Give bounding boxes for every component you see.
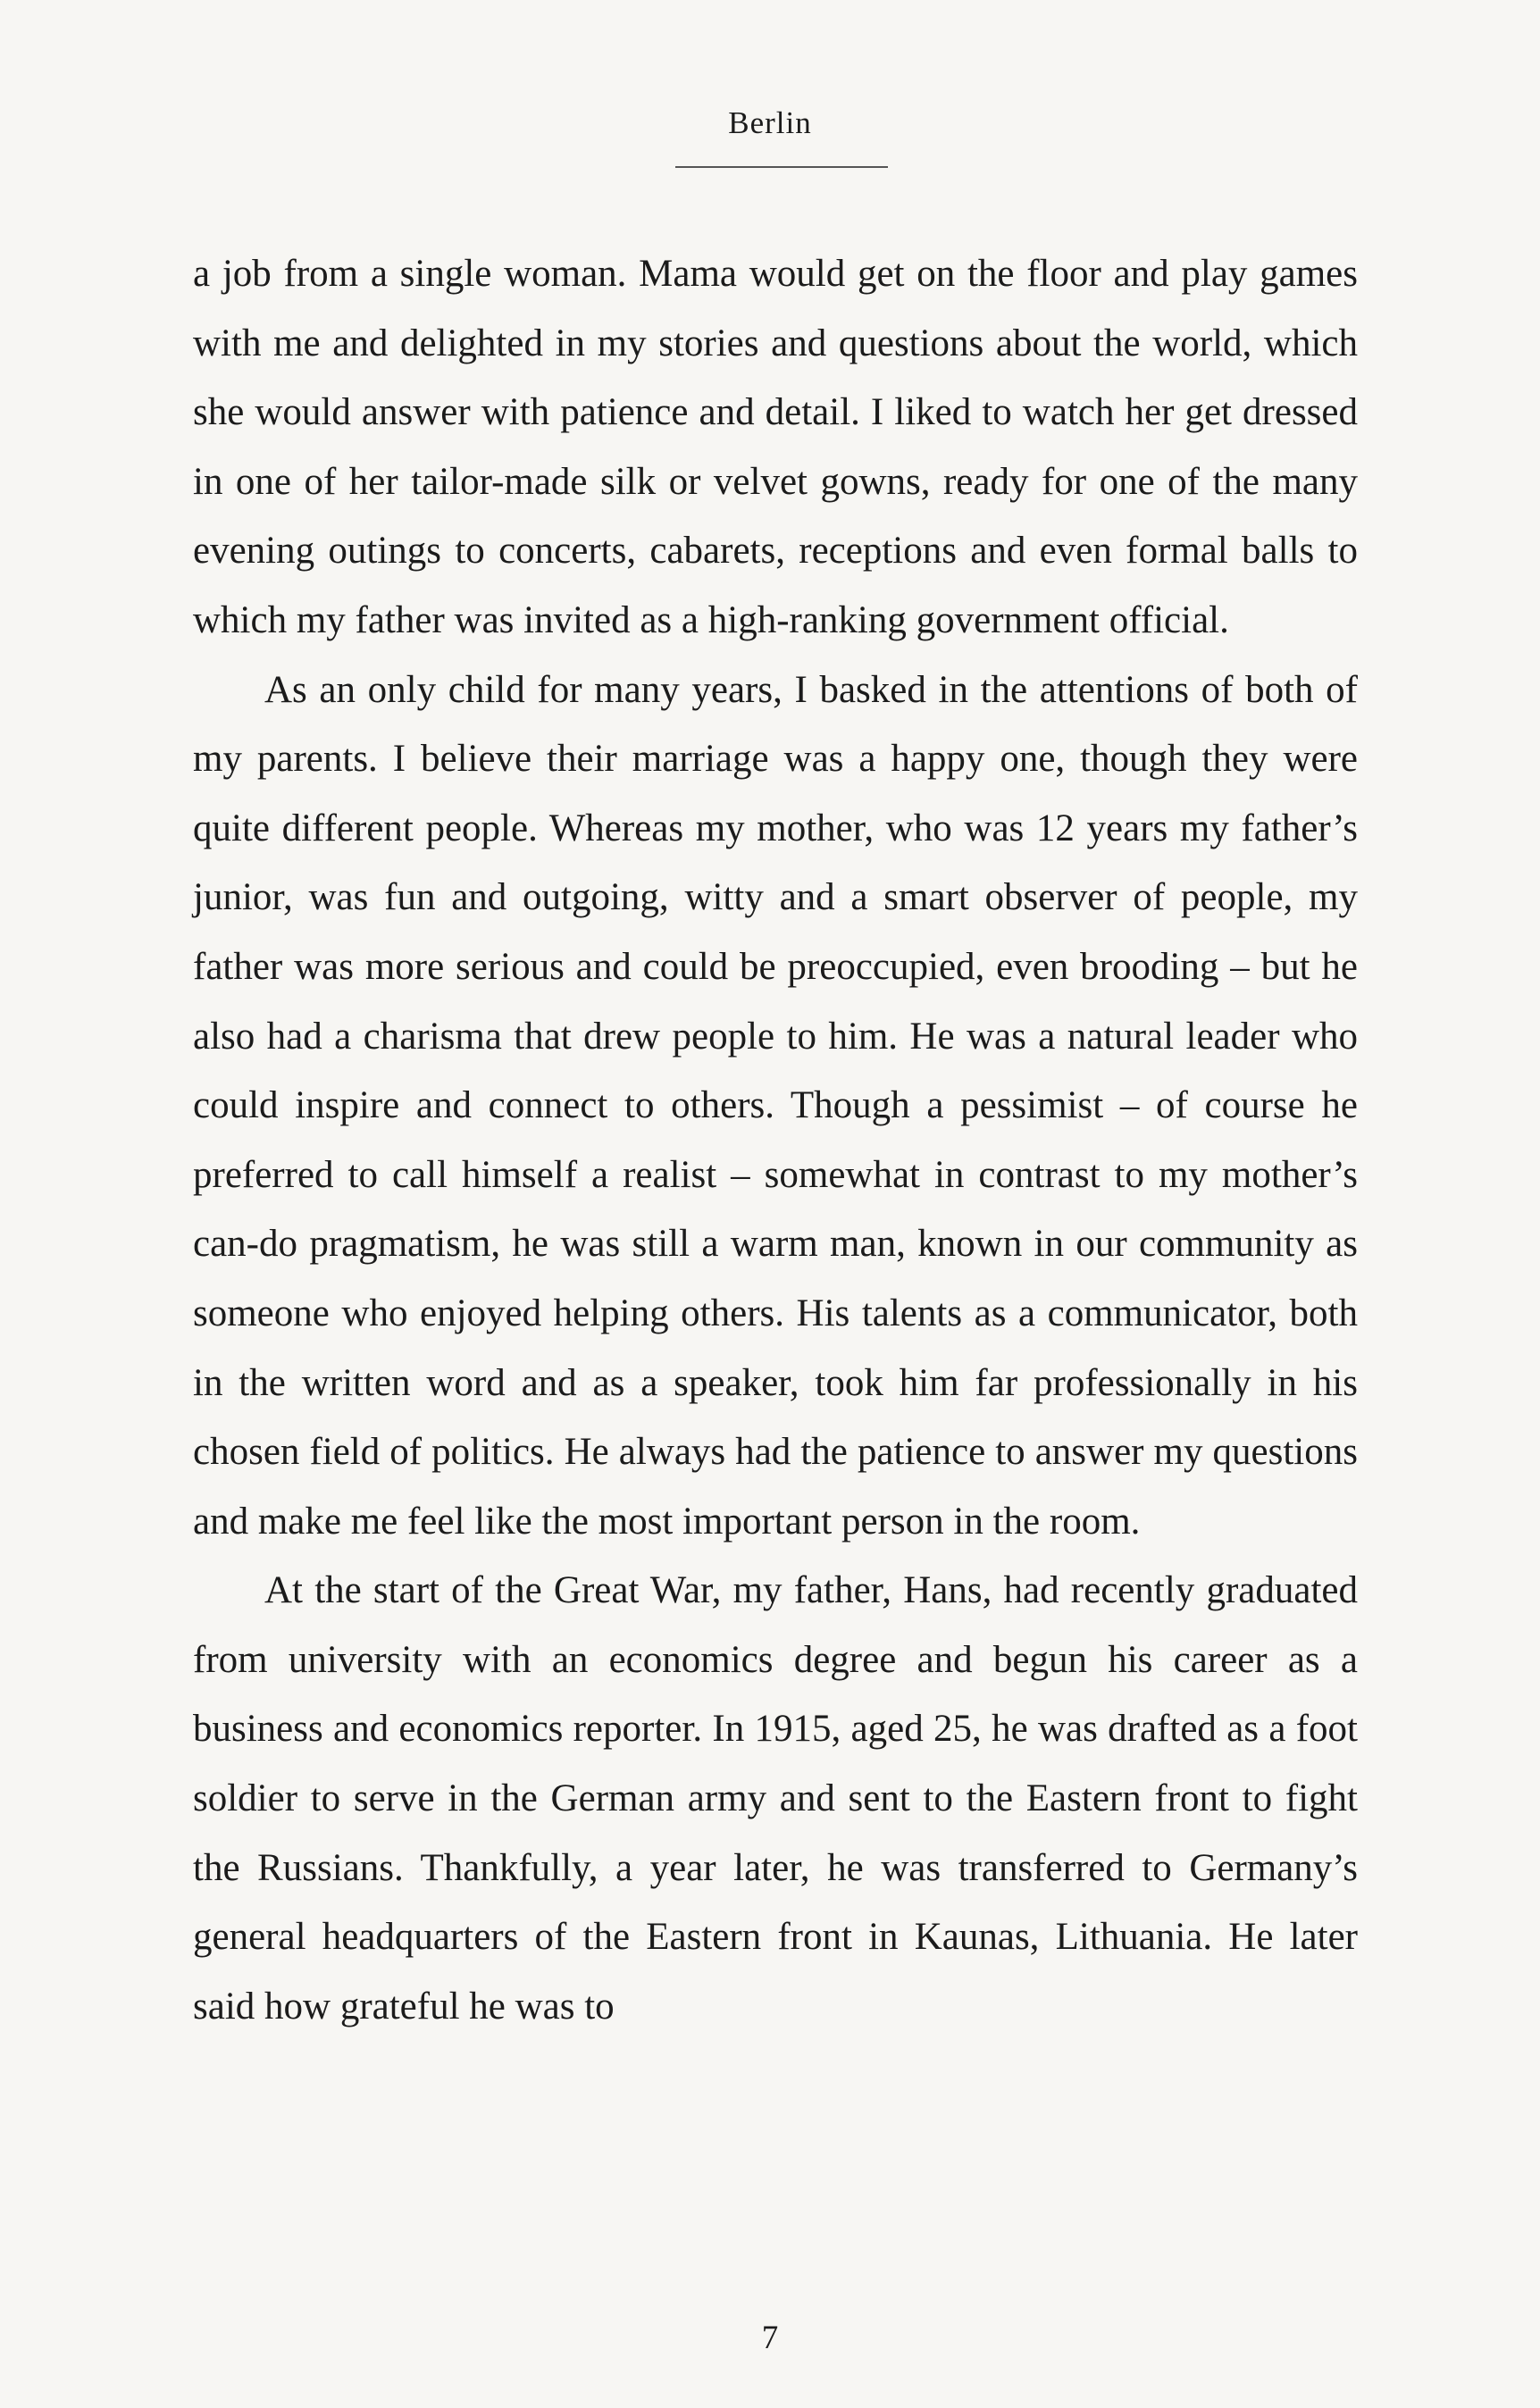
running-head-rule	[675, 166, 888, 168]
paragraph-great-war: At the start of the Great War, my father, Hans, had recently graduated from university with an economics degree and begun his career as a business and economics reporter. In 1915, aged 25, he was drafted as a foot soldier to serve in the German army and sent to the Eastern front to fight the Russians. Thankfully, a year later, he was transferred to Germany’s general headquarters of the Eastern front in Kaunas, Lithuania. He later said how grateful he was to	[193, 1569, 1358, 2028]
body-text	[193, 239, 1358, 2041]
paragraph-continued: a job from a single woman. Mama would get on the floor and play games with me and delighted in my stories and questions about the world, which she would answer with patience and detail. I liked to watch her get dressed in one of her tailor-made silk or velvet gowns, ready for one of the many evening outings to concerts, cabarets, receptions and even formal balls to which my father was invited as a high-ranking government official.	[193, 253, 1358, 641]
running-head: Berlin	[728, 105, 812, 140]
page-number: 7	[761, 2320, 779, 2356]
paragraph-parents: As an only child for many years, I basked in the attentions of both of my parents. I believe their marriage was a happy one, though they were quite different people. Whereas my mother, who was 12 years my father’s junior, was fun and outgoing, witty and a smart observer of people, my father was more serious and could be preoccupied, even brooding – but he also had a charisma that drew people to him. He was a natural leader who could inspire and connect to others. Though a pessimist – of course he preferred to call himself a realist – somewhat in contrast to my mother’s can-do pragmatism, he was still a warm man, known in our community as someone who enjoyed helping others. His talents as a communicator, both in the written word and as a speaker, took him far professionally in his chosen field of politics. He always had the patience to answer my questions and make me feel like the most important person in the room.	[193, 668, 1358, 1543]
